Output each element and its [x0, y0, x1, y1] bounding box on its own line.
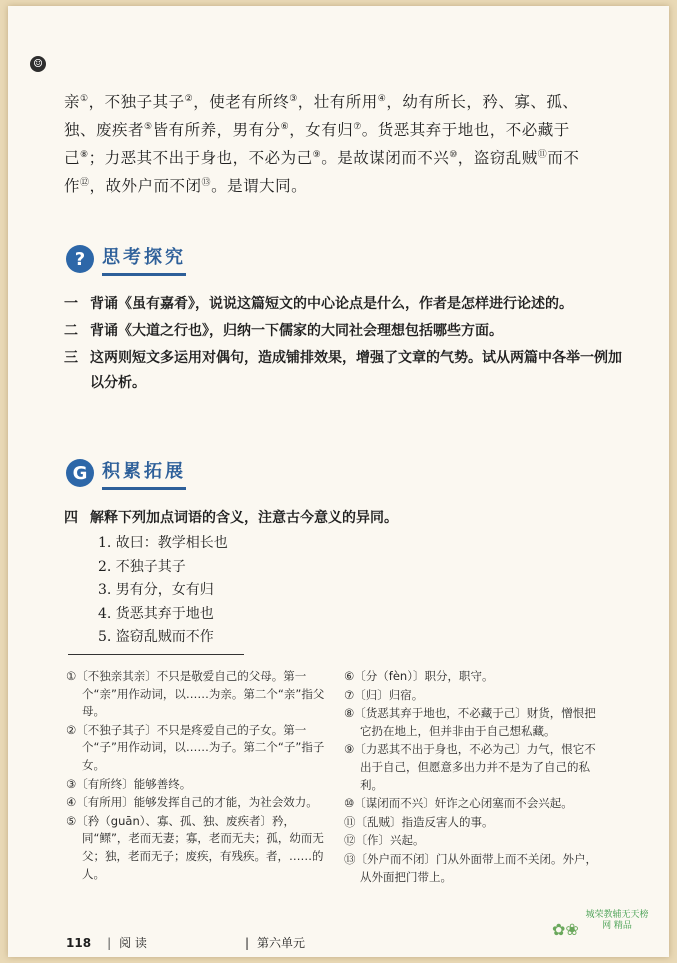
- question-text: 解释下列加点词语的含义，注意古今意义的异同。: [90, 510, 398, 526]
- footer-unit: 第六单元: [256, 936, 305, 950]
- passage-text: ，女有归: [289, 121, 354, 139]
- g-logo-icon: G: [66, 459, 94, 487]
- passage-text: 而不: [547, 149, 580, 167]
- passage-text: 。是谓大同。: [211, 177, 308, 195]
- footnote-divider: [68, 654, 244, 655]
- passage-text: ；力恶其不出于身也，不必为己: [88, 149, 313, 167]
- question-number: 一: [64, 296, 78, 312]
- question-text: 这两则短文多运用对偶句，造成铺排效果，增强了文章的气势。试从两篇中各举一例加以分析。: [90, 350, 622, 391]
- passage-text: ，使老有所终: [193, 93, 290, 111]
- question-mark-icon: ?: [66, 245, 94, 273]
- footer-part: 阅 读: [119, 936, 147, 950]
- passage-line: [64, 88, 616, 116]
- footnote-marker: ⑪: [537, 149, 548, 160]
- footnote-marker: ⑩: [449, 149, 458, 160]
- question-item: [64, 506, 624, 531]
- footnote-marker: ⑦: [353, 121, 362, 132]
- question-number: 二: [64, 323, 78, 339]
- passage-text: 。货恶其弃于地也，不必藏于: [361, 121, 570, 139]
- footnote-marker: ④: [377, 93, 387, 104]
- footnote: ⑩〔谋闭而不兴〕奸诈之心闭塞而不会兴起。: [344, 796, 573, 811]
- section-header-thinking: [66, 242, 186, 276]
- section-header-extension: [66, 456, 186, 490]
- watermark-stamp: [548, 910, 652, 950]
- stamp-text: 城荣教辅无天榜网 精品: [585, 910, 649, 931]
- smiley-icon: ☺: [30, 56, 46, 72]
- footnotes-right: [344, 668, 602, 887]
- section-title: 思考探究: [102, 243, 186, 276]
- footnote: ⑪〔乱贼〕指造反害人的事。: [344, 814, 494, 829]
- passage-text: ，幼有所长，矜、寡、孤、: [386, 93, 579, 111]
- footnote-marker: ⑬: [201, 177, 212, 188]
- sub-item: 3. 男有分，女有归: [98, 582, 214, 598]
- footnote-marker: ⑧: [80, 149, 89, 160]
- footnote: ⑧〔货恶其弃于地也，不必藏于己〕财货，憎恨把它扔在地上，但并非由于自己想私藏。: [344, 706, 596, 738]
- question-4: [64, 506, 624, 533]
- stamp-art-icon: ✿❀: [552, 920, 579, 939]
- sub-item: 4. 货恶其弃于地也: [98, 605, 214, 622]
- classical-passage: [64, 88, 616, 200]
- section-title: 积累拓展: [102, 457, 186, 490]
- footnote-marker: ②: [184, 93, 194, 104]
- passage-line: [64, 116, 616, 144]
- sub-item: 2. 不独子其子: [98, 558, 186, 575]
- page-footer: [66, 934, 386, 951]
- footnote: ③〔有所终〕能够善终。: [66, 776, 192, 791]
- footnote: ⑥〔分（fèn）〕职分，职守。: [344, 669, 494, 683]
- passage-text: 皆有所养，男有分: [152, 121, 281, 139]
- footnote: ④〔有所用〕能够发挥自己的才能，为社会效力。: [66, 795, 318, 810]
- passage-text: 己: [64, 149, 81, 167]
- passage-text: 亲: [64, 93, 81, 111]
- footer-separator: |: [244, 935, 249, 950]
- passage-text: 独、废疾者: [64, 121, 145, 139]
- footnote: ⑦〔归〕归宿。: [344, 687, 424, 702]
- textbook-page: [8, 6, 669, 957]
- sub-item: 5. 盗窃乱贼而不作: [98, 629, 214, 645]
- passage-text: 作: [64, 177, 81, 195]
- passage-text: ，盗窃乱贼: [457, 149, 538, 167]
- page-number: 118: [66, 935, 92, 950]
- footnote-marker: ⑫: [80, 177, 90, 188]
- question-list: [64, 292, 624, 398]
- footnote: ⑬〔外户而不闭〕门从外面带上而不关闭。外户，从外面把门带上。: [344, 851, 597, 884]
- footnote-marker: ⑨: [312, 149, 322, 160]
- passage-text: ，故外户而不闭: [89, 177, 202, 195]
- footnote-marker: ⑥: [280, 121, 290, 132]
- footnote-marker: ③: [289, 93, 298, 104]
- question-text: 背诵《虽有嘉肴》，说说这篇短文的中心论点是什么，作者是怎样进行论述的。: [90, 296, 573, 312]
- footnote: ②〔不独子其子〕不只是疼爱自己的子女。第一个“子”用作动词，以……为子。第二个“子”指子女。: [66, 722, 325, 772]
- passage-text: ，不独子其子: [88, 93, 185, 111]
- passage-text: 。是故谋闭而不兴: [321, 149, 450, 167]
- footnotes-left: [66, 668, 328, 884]
- sub-item-list: [98, 532, 228, 650]
- passage-line: [64, 172, 616, 200]
- question-item: [64, 319, 624, 344]
- question-item: [64, 292, 624, 317]
- footer-separator: |: [107, 935, 112, 950]
- question-number: 三: [64, 350, 78, 366]
- question-text: 背诵《大道之行也》，归纳一下儒家的大同社会理想包括哪些方面。: [90, 323, 503, 339]
- question-item: [64, 346, 624, 396]
- footnote: ⑤〔矜（guān）、寡、孤、独、废疾者〕矜，同“鳏”，老而无妻；寡，老而无夫；孤，幼而无父；独，老而无子；废疾，有残疾。者，……的人。: [66, 813, 324, 881]
- question-number: 四: [64, 510, 78, 526]
- passage-text: ，壮有所用: [297, 93, 378, 111]
- sub-item: 1. 故曰：教学相长也: [98, 535, 228, 551]
- footnote: ①〔不独亲其亲〕不只是敬爱自己的父母。第一个“亲”用作动词，以……为亲。第二个“亲”指父母。: [66, 669, 325, 719]
- footnote: ⑨〔力恶其不出于身也，不必为己〕力气，恨它不出于自己，但愿意多出力并不是为了自己的私利。: [344, 742, 596, 792]
- passage-line: [64, 144, 616, 172]
- footnote: ⑫〔作〕兴起。: [344, 833, 425, 848]
- footnote-marker: ①: [80, 93, 89, 104]
- footnote-marker: ⑤: [144, 121, 153, 132]
